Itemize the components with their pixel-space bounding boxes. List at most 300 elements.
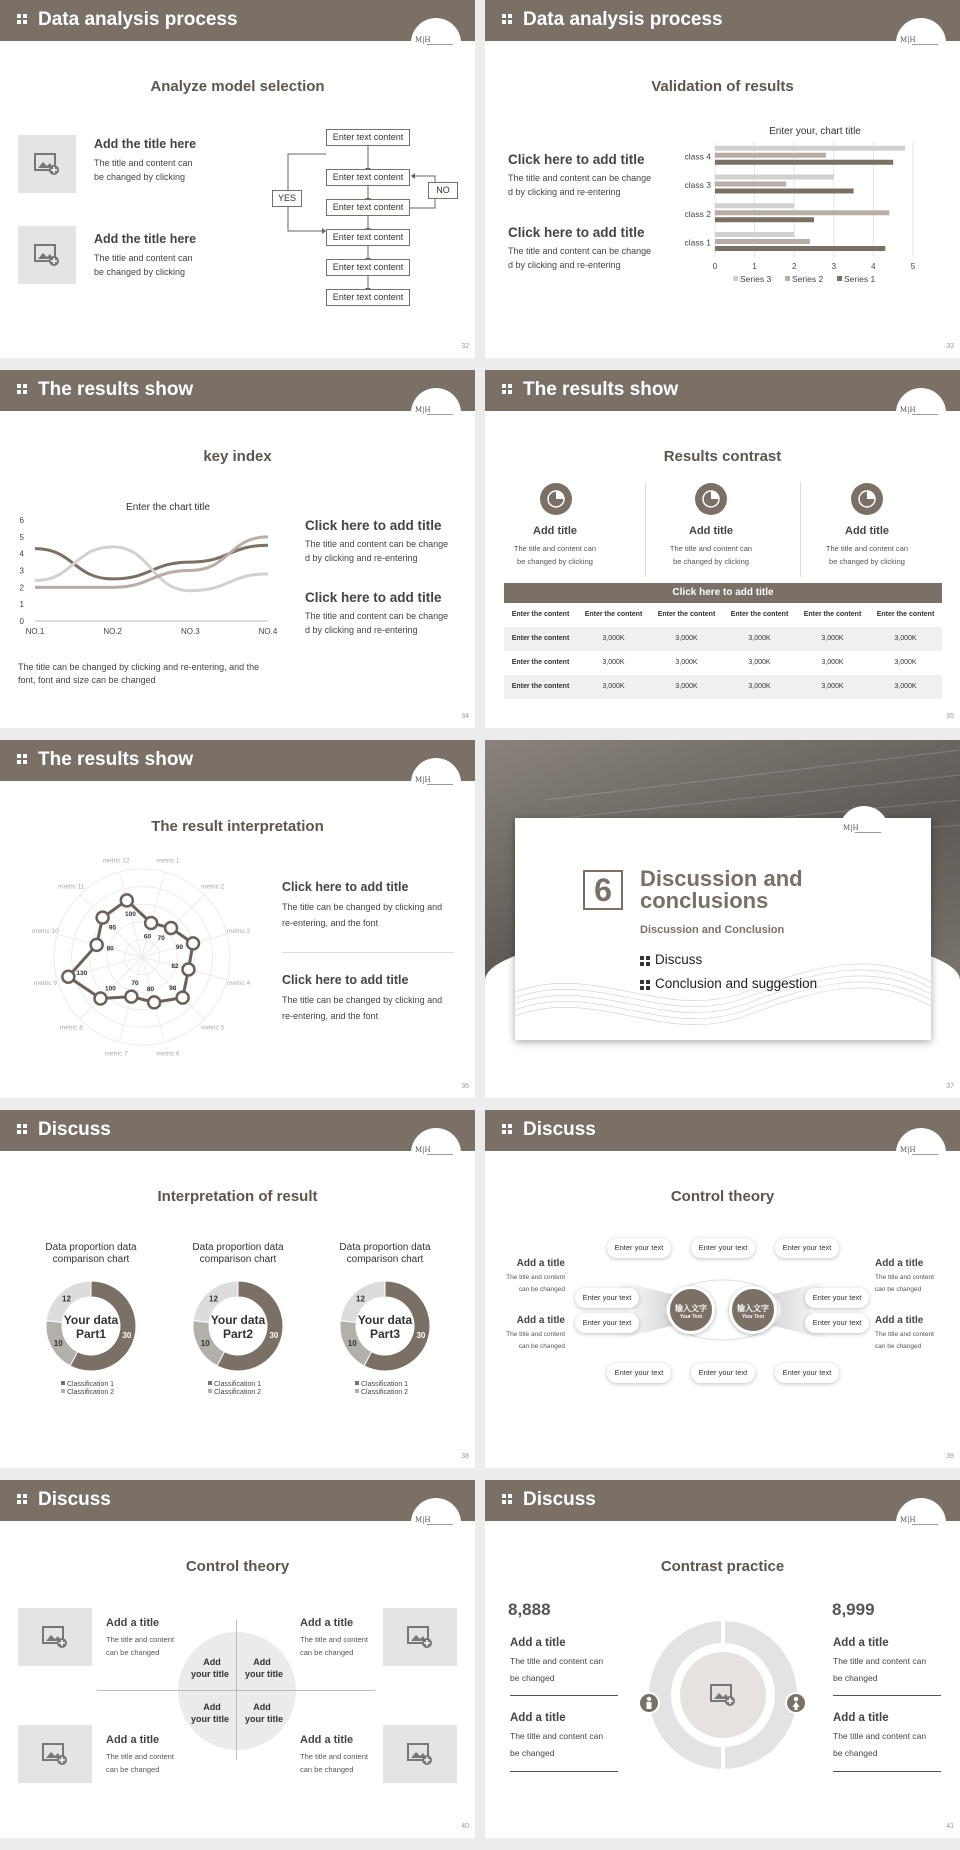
table-cell: 3,000K (821, 635, 844, 642)
axis-label: metric 5 (201, 1024, 225, 1032)
bar (715, 189, 854, 194)
item-body: The title and content can (94, 253, 193, 263)
data-label: 100 (125, 910, 136, 918)
slide-subtitle: Analyze model selection (150, 78, 325, 95)
donut-chart (18, 1240, 168, 1440)
grid-dots-icon (640, 956, 650, 966)
item-title: Add the title here (94, 137, 197, 151)
table-row (504, 627, 942, 651)
bar (715, 217, 814, 222)
table-cell: 3,000K (602, 683, 625, 690)
table-cell: 3,000K (894, 659, 917, 666)
radar-point (125, 991, 137, 1003)
grid-dots-icon (17, 1494, 27, 1504)
bar (715, 232, 794, 237)
item-body: re-entering, and the font (282, 918, 379, 928)
legend-label: Classification 1 (214, 1381, 262, 1388)
contrast-ring (643, 1615, 803, 1775)
slide-header (0, 1480, 475, 1521)
table-cell: 3,000K (894, 635, 917, 642)
item-body: be changed (510, 1748, 555, 1758)
col-title: Add title (689, 525, 733, 537)
col-body: be changed by clicking (517, 557, 593, 566)
text-pill[interactable]: Enter your text (775, 1363, 839, 1383)
header-title: The results show (523, 379, 679, 400)
axis-label: metric 10 (32, 928, 59, 936)
slide-header (485, 1480, 960, 1521)
category-label: class 4 (685, 151, 711, 162)
x-tick-label: NO.3 (180, 627, 200, 636)
item-title: Add the title here (94, 232, 197, 246)
item-body: can be changed (300, 1648, 354, 1657)
left-number: 8,888 (508, 1600, 551, 1619)
slide-subtitle: Control theory (670, 1188, 775, 1205)
data-label: 70 (157, 934, 165, 942)
table-cell: Enter the content (730, 611, 789, 618)
slice-label: 12 (356, 1294, 365, 1304)
header-title: Data analysis process (523, 9, 723, 30)
flow-no-label: NO (428, 182, 458, 199)
radar-point (182, 963, 194, 975)
bar (715, 210, 889, 215)
slide-subtitle: key index (203, 448, 272, 465)
pie-icon (540, 483, 572, 515)
item-body: The title can be changed by clicking and (282, 902, 443, 912)
bar (715, 175, 834, 180)
axis-label: metric 1 (156, 857, 180, 865)
donut-charts (0, 1240, 475, 1440)
logo: M|H (896, 1498, 946, 1548)
image-icon (407, 1743, 433, 1765)
page-number: 32 (461, 343, 469, 350)
item-body: The title and content can be change (305, 539, 449, 549)
text-pill[interactable]: Enter your text (575, 1313, 639, 1333)
data-label: 95 (108, 924, 117, 932)
bar (715, 203, 794, 208)
item-title: Click here to add title (508, 225, 645, 240)
center-circle (667, 1286, 715, 1334)
slide-39 (485, 1110, 960, 1468)
donut-center-label: Your data (357, 1313, 413, 1327)
flow-yes-label: YES (272, 190, 302, 207)
slide-35 (485, 370, 960, 728)
grid-dots-icon (17, 384, 27, 394)
quad-label: Add (203, 1657, 221, 1667)
item-body: can be changed (106, 1765, 160, 1774)
donut-center-label: Part3 (369, 1327, 401, 1341)
slide-36 (0, 740, 475, 1098)
slice-label: 30 (416, 1330, 426, 1340)
side-body: can be changed (518, 1286, 565, 1293)
slide-38 (0, 1110, 475, 1468)
header-title: Data analysis process (38, 9, 238, 30)
slide-41 (485, 1480, 960, 1838)
item-body: The title and content can (510, 1656, 604, 1666)
legend-label: Classification 2 (361, 1389, 409, 1396)
logo: M|H (839, 806, 889, 856)
quad-label: your title (244, 1669, 283, 1679)
x-tick-label: 5 (910, 262, 916, 271)
slice-label: 10 (200, 1339, 210, 1349)
item-body: d by clicking and re-entering (305, 625, 418, 635)
page-number: 38 (461, 1453, 469, 1460)
text-pill[interactable]: Enter your text (691, 1363, 755, 1383)
side-title: Add a title (875, 1315, 924, 1326)
y-tick-label: 2 (19, 583, 24, 593)
chart-title: Enter your, chart title (769, 126, 861, 137)
page-number: 34 (461, 713, 469, 720)
slice-label: 30 (269, 1330, 279, 1340)
item-title: Add a title (106, 1617, 160, 1629)
item-title: Add a title (300, 1617, 354, 1629)
legend-label: Classification 2 (214, 1389, 262, 1396)
legend-swatch (208, 1389, 212, 1393)
quad-label: your title (244, 1714, 283, 1724)
table-cell: 3,000K (894, 683, 917, 690)
chart-note: The title can be changed by clicking and re-entering, and the (18, 662, 260, 672)
section-bullet: Conclusion and suggestion (655, 976, 818, 991)
donut-chart (165, 1240, 315, 1440)
image-icon (407, 1626, 433, 1648)
page-number: 41 (946, 1823, 954, 1830)
table-cell: 3,000K (675, 659, 698, 666)
table-row (504, 675, 942, 699)
y-tick-label: 1 (19, 600, 24, 610)
legend-swatch (61, 1389, 65, 1393)
y-tick-label: 5 (19, 532, 24, 542)
slide-subtitle: Contrast practice (660, 1558, 785, 1575)
legend-swatch (355, 1389, 359, 1393)
slice-label: 10 (53, 1339, 63, 1349)
legend-label: Classification 1 (67, 1381, 115, 1388)
slide-header (0, 0, 475, 41)
image-placeholder[interactable] (383, 1725, 457, 1783)
col-title: Add title (845, 525, 889, 537)
quad-label: Add (203, 1702, 221, 1712)
flowchart-connectors (270, 128, 460, 308)
data-label: 70 (131, 980, 139, 988)
legend-label: Classification 1 (361, 1381, 409, 1388)
page-number: 40 (461, 1823, 469, 1830)
text-pill[interactable]: Enter your text (607, 1363, 671, 1383)
axis-label: metric 6 (156, 1050, 180, 1058)
logo: M|H (411, 18, 461, 68)
table-cell: 3,000K (675, 683, 698, 690)
item-body: The title and content can be change (508, 246, 652, 256)
bar-chart (685, 122, 955, 292)
slide-37 (485, 740, 960, 1098)
legend-swatch (785, 276, 790, 281)
side-body: can be changed (518, 1343, 565, 1350)
text-pill[interactable]: Enter your text (775, 1238, 839, 1258)
line-chart (10, 498, 280, 638)
axis-label: metric 11 (58, 883, 85, 891)
donut-center-label: Your data (210, 1313, 266, 1327)
table-cell: 3,000K (821, 659, 844, 666)
item-body: d by clicking and re-entering (305, 553, 418, 563)
image-placeholder[interactable] (383, 1608, 457, 1666)
item-body: The title and content (300, 1635, 368, 1644)
x-tick-label: 2 (791, 262, 797, 271)
item-title: Add a title (510, 1712, 566, 1724)
text-pill[interactable]: Enter your text (691, 1238, 755, 1258)
quad-label: Add (253, 1657, 271, 1667)
logo: M|H (411, 1128, 461, 1178)
col-body: The title and content can (513, 544, 597, 553)
slide-subtitle: Control theory (185, 1558, 290, 1575)
donut-center-label: Your data (63, 1313, 119, 1327)
axis-label: metric 8 (59, 1024, 83, 1032)
item-body: The title and content (106, 1752, 174, 1761)
item-title: Click here to add title (305, 590, 442, 605)
table-cell: 3,000K (748, 683, 771, 690)
quad-label: your title (190, 1714, 229, 1724)
text-pill[interactable]: Enter your text (805, 1288, 869, 1308)
flow-box: Enter text content (326, 129, 410, 146)
table-cell: Enter the content (511, 635, 570, 642)
item-body: The title and content can (833, 1656, 927, 1666)
image-icon (34, 153, 60, 175)
text-pill[interactable]: Enter your text (575, 1288, 639, 1308)
bar (715, 182, 786, 187)
category-label: class 2 (685, 208, 711, 219)
table-row (504, 651, 942, 675)
slice-label: 30 (122, 1330, 132, 1340)
header-title: Discuss (523, 1119, 596, 1140)
quad-circle (178, 1632, 296, 1750)
legend-swatch (61, 1381, 65, 1385)
male-icon (638, 1692, 660, 1714)
data-label: 60 (143, 933, 152, 941)
grid-dots-icon (17, 754, 27, 764)
item-title: Add a title (833, 1637, 889, 1649)
item-body: The title and content can (94, 158, 193, 168)
grid-dots-icon (17, 14, 27, 24)
text-pill[interactable]: Enter your text (805, 1313, 869, 1333)
radar-point (121, 894, 133, 906)
grid-dots-icon (502, 384, 512, 394)
slice-label: 10 (347, 1339, 357, 1349)
page-number: 33 (946, 343, 954, 350)
section-subtitle: Discussion and Conclusion (640, 924, 785, 936)
table-cell: 3,000K (748, 659, 771, 666)
radar-point (148, 996, 160, 1008)
table-cell: 3,000K (602, 659, 625, 666)
legend-swatch (733, 276, 738, 281)
image-placeholder[interactable] (18, 135, 76, 193)
section-title: conclusions (640, 888, 769, 913)
donut-chart (312, 1240, 462, 1440)
center-circle (729, 1286, 777, 1334)
item-body: re-entering, and the font (282, 1011, 379, 1021)
header-title: The results show (38, 749, 194, 770)
axis-label: metric 3 (227, 928, 251, 936)
slide-header (485, 370, 960, 411)
grid-dots-icon (17, 1124, 27, 1134)
slide-header (0, 1110, 475, 1151)
logo: M|H (411, 388, 461, 438)
legend-label: Classification 2 (67, 1389, 115, 1396)
side-title: Add a title (516, 1315, 565, 1326)
table-cell: 3,000K (748, 635, 771, 642)
page-number: 35 (946, 713, 954, 720)
table-title: Click here to add title (504, 583, 942, 603)
bar (715, 246, 885, 251)
radar-point (187, 937, 199, 949)
radar-chart (25, 840, 260, 1075)
radar-point (145, 917, 157, 929)
donut-center-label: Part1 (75, 1327, 107, 1341)
legend-label: Series 1 (844, 274, 876, 284)
side-title: Add a title (516, 1258, 565, 1269)
radar-point (97, 912, 109, 924)
center-en: Your Text (679, 1314, 703, 1320)
slice-label: 12 (62, 1294, 71, 1304)
item-title: Add a title (833, 1712, 889, 1724)
y-tick-label: 0 (19, 617, 24, 626)
item-body: The title and content can be change (305, 611, 449, 621)
chart-title: comparison chart (346, 1254, 424, 1265)
legend-swatch (837, 276, 842, 281)
item-title: Click here to add title (305, 518, 442, 533)
bar (715, 153, 826, 158)
slide-40 (0, 1480, 475, 1838)
table-cell: Enter the content (511, 611, 570, 618)
slide-34 (0, 370, 475, 728)
item-body: The title and content can be change (508, 173, 652, 183)
table-cell: Enter the content (584, 611, 643, 618)
slide-subtitle: Results contrast (663, 448, 782, 465)
chart-title: comparison chart (199, 1254, 277, 1265)
logo: M|H (896, 388, 946, 438)
item-body: can be changed (106, 1648, 160, 1657)
pie-icon (695, 483, 727, 515)
slide-32 (0, 0, 475, 358)
x-tick-label: 4 (871, 262, 876, 271)
x-tick-label: 3 (831, 262, 837, 271)
table-cell: Enter the content (803, 611, 862, 618)
side-body: The title and content (875, 1331, 934, 1338)
grid-dots-icon (640, 980, 650, 990)
text-pill[interactable]: Enter your text (607, 1238, 671, 1258)
header-title: Discuss (38, 1119, 111, 1140)
item-title: Click here to add title (282, 973, 409, 987)
center-cn: 输入文字 (737, 1304, 769, 1313)
image-icon (42, 1626, 68, 1648)
y-tick-label: 3 (19, 566, 24, 576)
item-title: Click here to add title (508, 152, 645, 167)
side-title: Add a title (875, 1258, 924, 1269)
chart-title: Enter the chart title (126, 502, 210, 513)
y-tick-label: 6 (19, 516, 24, 525)
item-title: Add a title (106, 1734, 160, 1746)
axis-label: metric 7 (104, 1050, 128, 1058)
x-tick-label: NO.4 (258, 627, 278, 636)
female-icon (785, 1692, 807, 1714)
image-icon (34, 244, 60, 266)
radar-point (95, 992, 107, 1004)
col-body: be changed by clicking (829, 557, 905, 566)
legend-swatch (208, 1381, 212, 1385)
item-body: The title and content can (833, 1731, 927, 1741)
data-label: 80 (106, 945, 114, 953)
section-number: 6 (583, 870, 623, 910)
side-body: The title and content (875, 1274, 934, 1281)
flow-box: Enter text content (326, 289, 410, 306)
image-placeholder[interactable] (18, 1608, 92, 1666)
col-body: The title and content can (669, 544, 753, 553)
header-title: Discuss (38, 1489, 111, 1510)
center-en: Your Text (741, 1314, 765, 1320)
center-cn: 输入文字 (675, 1304, 707, 1313)
chart-title: Data proportion data (339, 1242, 431, 1253)
pie-icon (851, 483, 883, 515)
item-title: Click here to add title (282, 880, 409, 894)
axis-label: metric 2 (201, 883, 225, 891)
grid-dots-icon (502, 14, 512, 24)
grid-dots-icon (502, 1494, 512, 1504)
arrow-shapes (485, 1110, 960, 1468)
logo: M|H (896, 1128, 946, 1178)
item-body: The title and content (106, 1635, 174, 1644)
x-tick-label: NO.1 (25, 627, 45, 636)
item-body: d by clicking and re-entering (508, 260, 621, 270)
slide-33 (485, 0, 960, 358)
section-title: Discussion and (640, 866, 803, 891)
data-label: 100 (104, 985, 116, 993)
category-label: class 3 (685, 180, 711, 191)
table-cell: Enter the content (511, 683, 570, 690)
flow-box: Enter text content (326, 199, 410, 216)
chart-title: Data proportion data (192, 1242, 284, 1253)
page-number: 37 (946, 1083, 954, 1090)
radar-point (165, 922, 177, 934)
image-placeholder[interactable] (18, 226, 76, 284)
category-label: class 1 (685, 237, 711, 248)
data-label: 80 (146, 985, 155, 993)
item-body: be changed (833, 1748, 878, 1758)
axis-label: metric 12 (102, 857, 130, 865)
chart-note: font, font and size can be changed (18, 675, 156, 685)
col-body: be changed by clicking (673, 557, 749, 566)
item-body: be changed by clicking (94, 172, 186, 182)
item-title: Add a title (300, 1734, 354, 1746)
data-label: 130 (76, 970, 88, 978)
side-body: The title and content (506, 1331, 565, 1338)
slide-subtitle: The result interpretation (151, 818, 324, 835)
radar-point (177, 992, 189, 1004)
bar (715, 239, 810, 244)
logo: M|H (896, 18, 946, 68)
flow-box: Enter text content (326, 169, 410, 186)
radar-point (62, 971, 74, 983)
side-body: The title and content (506, 1274, 565, 1281)
results-table (504, 583, 942, 703)
cover-card (515, 818, 931, 1040)
table-cell: Enter the content (511, 659, 570, 666)
bar (715, 160, 893, 165)
slide-header (0, 740, 475, 781)
data-label: 82 (171, 962, 179, 970)
donut-center-label: Part2 (222, 1327, 254, 1341)
item-body: be changed (510, 1673, 555, 1683)
table-cell: Enter the content (657, 611, 716, 618)
col-title: Add title (533, 525, 577, 537)
table-cell: 3,000K (675, 635, 698, 642)
item-body: The title can be changed by clicking and (282, 995, 443, 1005)
x-tick-label: NO.2 (103, 627, 123, 636)
image-placeholder[interactable] (18, 1725, 92, 1783)
